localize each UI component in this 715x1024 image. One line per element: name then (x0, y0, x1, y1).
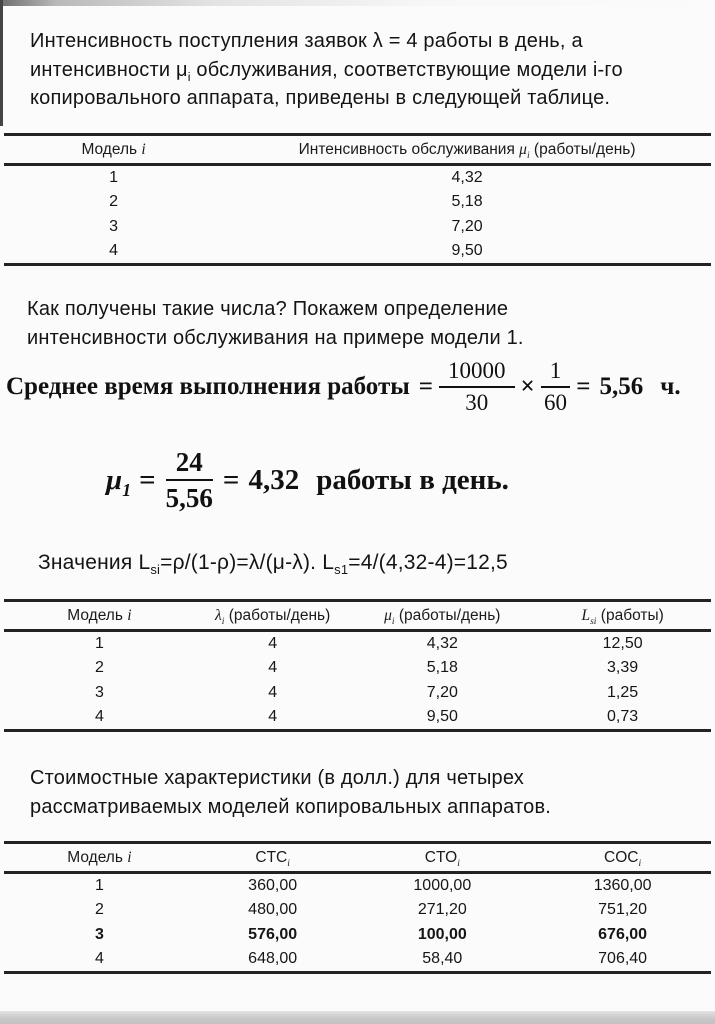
formula-average-time: Среднее время выполнения работы = $\frac{10000}{30}$ × $\frac{1}{60}$ = 5,56 ч. (6, 358, 681, 415)
fraction-24-556: $\frac{24}{5,56}$ (165, 447, 213, 514)
intro-line-3: копировального аппарата, приведены в следующей таблице. (30, 87, 611, 109)
fraction-1-60: $\frac{1}{60}$ (541, 358, 571, 416)
table-row: 1 4,32 (109, 168, 483, 186)
mu-symbol: $\mu_1$ (106, 463, 132, 500)
cost-paragraph (30, 764, 702, 821)
formula-unit: ч. (660, 372, 681, 400)
table-row: 4 9,50 (109, 242, 483, 260)
table-row: 2 5,18 (109, 193, 483, 210)
table-row: 4 648,00 58,40 706,40 (94, 950, 648, 968)
times-sign: × (520, 372, 535, 400)
table-row: 3 4 7,20 1,25 (94, 684, 639, 701)
table-header-row (4, 135, 711, 165)
table-row: 2 4 5,18 3,39 (94, 659, 639, 676)
intro-line-1: Интенсивность поступления заявок λ = 4 работы в день, а (30, 30, 583, 52)
scan-edge-top (0, 0, 715, 6)
table-header-row (4, 601, 711, 631)
table-row: 1 4 4,32 12,50 (94, 634, 643, 652)
col-header-lambda: $\lambda_i$ (работы/день) (195, 601, 351, 631)
question-paragraph (27, 295, 699, 352)
ls-values-line: Значения $L_{si}=\rho/(1-\rho)=\lambda/(\mu-\lambda)$. $L_{s1}=4/(4,32-4)=12,5$ (38, 551, 508, 578)
mu-subscript: i (187, 69, 191, 84)
fraction-10000-30: $\frac{10000}{30}$ (439, 358, 515, 416)
scan-edge-left (0, 0, 3, 126)
formula-mu1: $\mu_1$ = $\frac{24}{5,56}$ = 4,32 работы в день. (106, 447, 509, 514)
col-header-service-rate: Интенсивность обслуживания $\mu_i$ (работы/день) (223, 135, 711, 165)
table-row-highlighted: 3 576,00 100,00 676,00 (94, 926, 648, 943)
col-header-model: Модель i (4, 135, 223, 165)
question-line-2: интенсивности обслуживания на примере модели 1. (27, 326, 524, 349)
cost-table (4, 841, 711, 974)
formula-result: 5,56 (599, 372, 644, 400)
table-row: 4 4 9,50 0,73 (94, 708, 639, 726)
intro-paragraph (30, 27, 702, 113)
table-row: 3 7,20 (109, 218, 483, 235)
cost-line-2: рассматриваемых моделей копировальных аппаратов. (30, 795, 552, 818)
col-header-ctc: $CTC_i$ (195, 843, 351, 873)
col-header-coc: $COC_i$ (534, 843, 711, 873)
intro-line-2: интенсивности $\mu_i$ обслуживания, соответствующие модели i-го (30, 58, 623, 84)
scan-edge-bottom (0, 1011, 715, 1024)
col-header-model: Модель i (4, 601, 195, 631)
table-header-row (4, 843, 711, 873)
formula-result: 4,32 (248, 463, 300, 496)
formula-lhs: Среднее время выполнения работы (6, 372, 410, 400)
service-rate-table (4, 133, 711, 266)
col-header-ls: $L_{si}$ (работы) (534, 601, 711, 631)
col-header-mu: $\mu_i$ (работы/день) (350, 601, 534, 631)
queue-parameters-table (4, 599, 711, 732)
col-header-cto: $CTO_i$ (350, 843, 534, 873)
cost-line-1: Стоимостные характеристики (в долл.) для четырех (30, 767, 524, 789)
table-row: 1 360,00 1000,00 1360,00 (94, 876, 652, 894)
formula-tail: работы в день. (316, 463, 509, 496)
question-line-1: Как получены такие числа? Покажем определение (27, 298, 509, 320)
col-header-model: Модель i (4, 843, 195, 873)
table-row: 2 480,00 271,20 751,20 (94, 901, 648, 918)
